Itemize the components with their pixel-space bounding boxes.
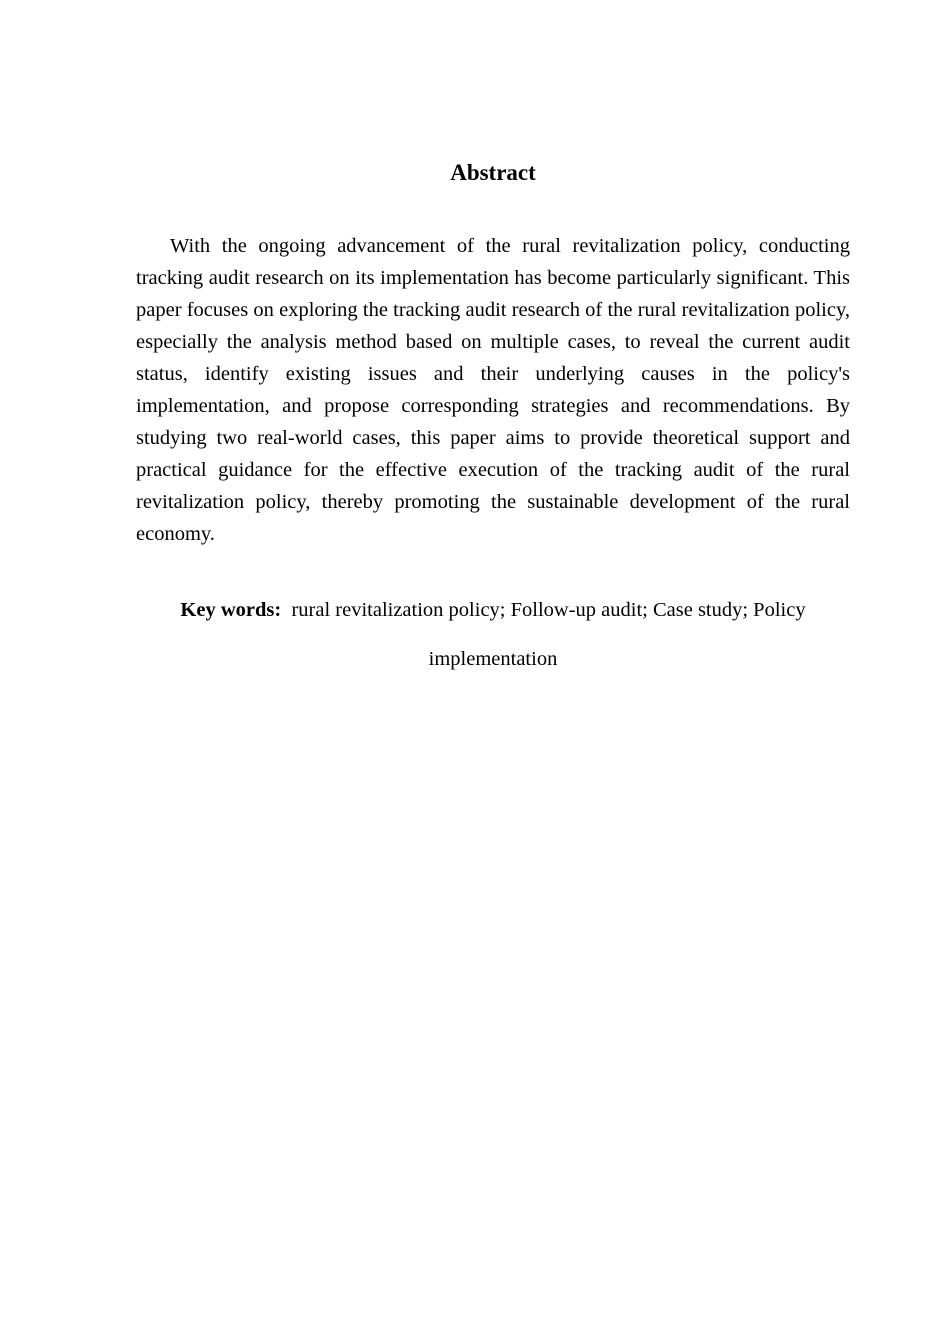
keywords-label: Key words:	[180, 599, 282, 621]
abstract-title: Abstract	[450, 160, 536, 185]
keywords-text: rural revitalization policy; Follow-up audit; Case study; Policy implementation	[291, 599, 806, 670]
abstract-body: With the ongoing advancement of the rural revitalization policy, conducting tracking audit research on its implementation has become particularly significant. This paper focuses on exploring the tracking audit research of the rural revitalization policy, especially the analysis method based on multiple cases, to reveal the current audit status, identify existing issues and their underlying causes in the policy's implementation, and propose corresponding strategies and recommendations. By studying two real-world cases, this paper aims to provide theoretical support and practical guidance for the effective execution of the tracking audit of the rural revitalization policy, thereby promoting the sustainable development of the rural economy.	[136, 235, 850, 545]
keywords-line	[136, 586, 850, 684]
